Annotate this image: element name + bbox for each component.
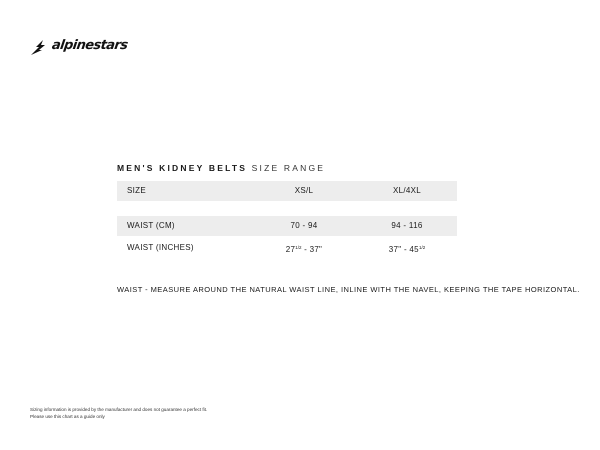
header-size-1: XS/L (294, 186, 314, 195)
disclaimer (30, 407, 207, 420)
table-row-waist-inches (117, 238, 457, 258)
cell-waist-cm-1: 70 - 94 (290, 221, 318, 230)
brand-logo (30, 38, 134, 56)
title-subtitle: SIZE RANGE (251, 163, 326, 173)
table-title (117, 163, 325, 173)
row-label: WAIST (INCHES) (127, 243, 194, 252)
disclaimer-line-2: Please use this chart as a guide only (30, 413, 105, 419)
measurement-note: WAIST - MEASURE AROUND THE NATURAL WAIST LINE, INLINE WITH THE NAVEL, KEEPING THE TAPE HORIZONTAL. (117, 285, 580, 294)
star-logo-icon (30, 38, 54, 56)
cell-waist-cm-2: 94 - 116 (391, 221, 423, 230)
table-row-waist-cm (117, 216, 457, 236)
header-label: SIZE (127, 186, 146, 195)
title-product: MEN'S KIDNEY BELTS (117, 163, 248, 173)
logo-text: alpinestars (50, 38, 129, 53)
table-header-row (117, 181, 457, 201)
cell-waist-inches-2: 37" - $45^{1/2}$ (388, 245, 426, 254)
row-label: WAIST (CM) (127, 221, 175, 230)
cell-waist-inches-1: $27^{1/2} - 37$" (285, 245, 323, 254)
disclaimer-line-1: Sizing information is provided by the manufacturer and does not guarantee a perfect fit. (30, 407, 208, 412)
header-size-2: XL/4XL (392, 186, 422, 195)
